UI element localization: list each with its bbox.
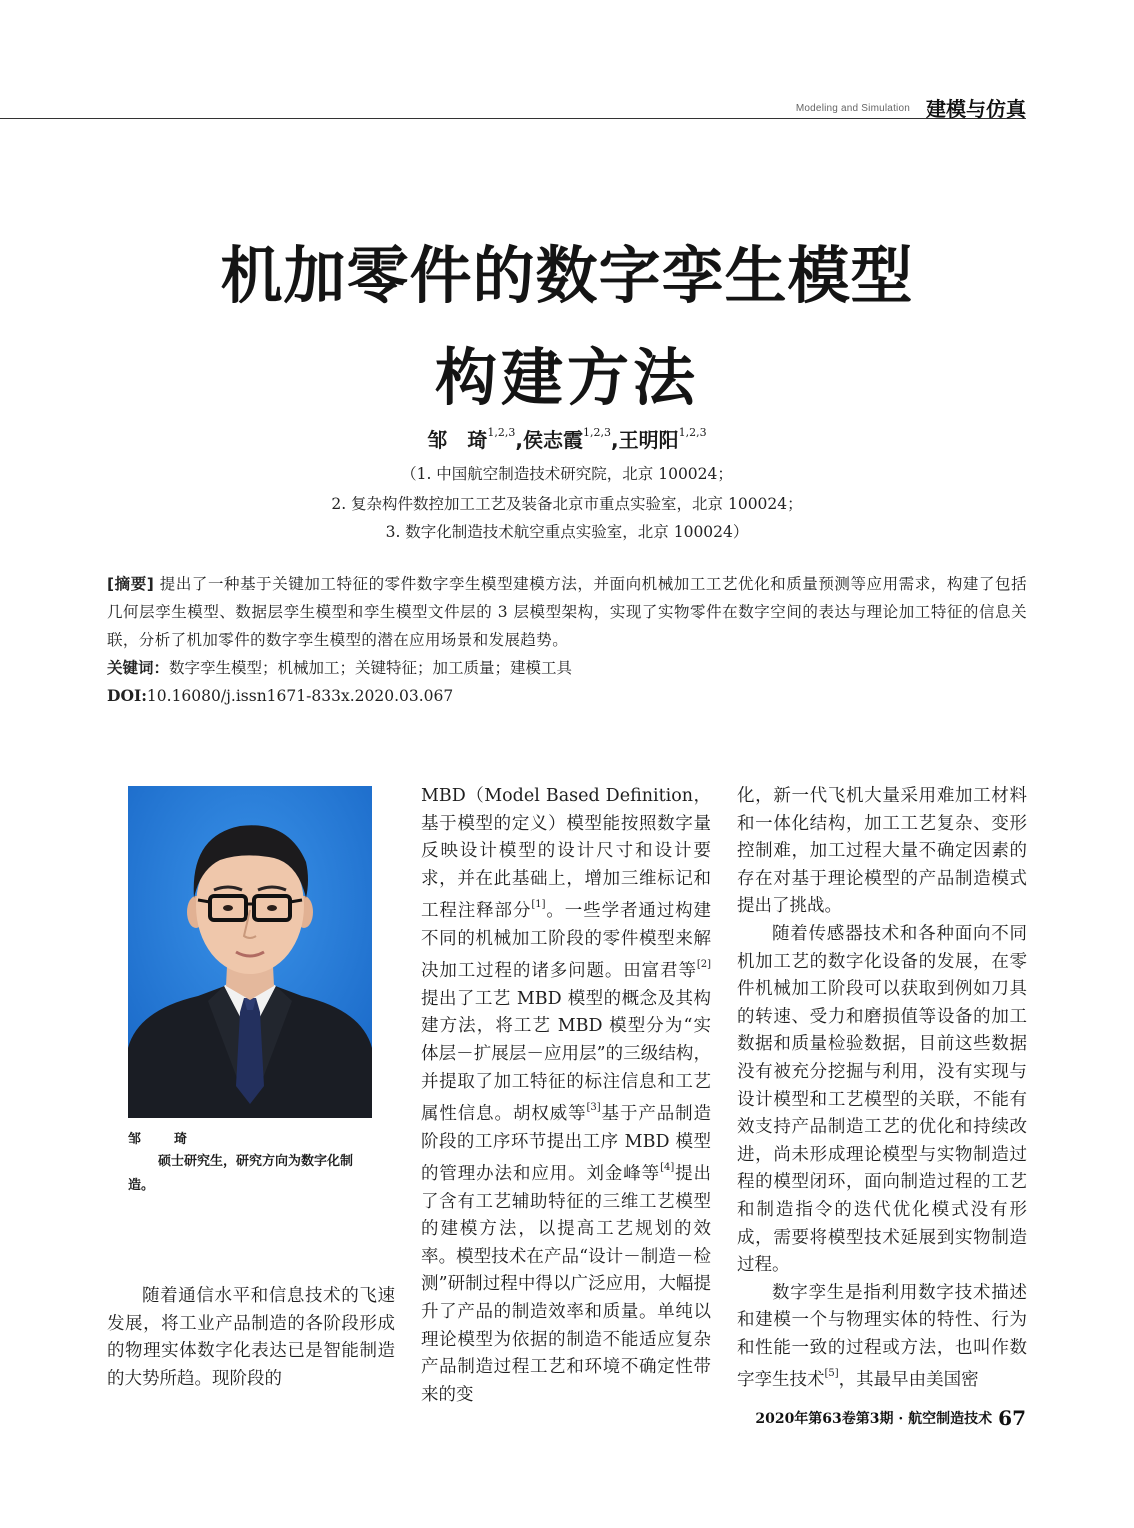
- body-paragraph: [421, 783, 711, 1409]
- author-affil-sup: 1,2,3: [678, 426, 707, 440]
- body-text: MBD（Model Based Definition，基于模型的定义）模型能按照数字量反映设计模型的设计尺寸和设计要求，并在此基础上，增加三维标记和工程注释部分: [421, 786, 711, 922]
- body-paragraph: 化，新一代飞机大量采用难加工材料和一体化结构，加工工艺复杂、变形控制难，加工过程大量不确定因素的存在对基于理论模型的产品制造模式提出了挑战。: [737, 786, 1027, 917]
- body-text: 提出了含有工艺辅助特征的三维工艺模型的建模方法，以提高工艺规划的效率。模型技术在产品“设计－制造－检测”研制过程中得以广泛应用，大幅提升了产品的制造效率和质量。单纯以理论模型为依据的制造不能适应复杂产品制造过程工艺和环境不确定性带来的变: [421, 1164, 712, 1405]
- body-paragraph: [737, 1280, 1027, 1395]
- keywords-label: 关键词：: [107, 659, 170, 677]
- author-name: 侯志霞: [523, 428, 583, 452]
- citation-ref: [5]: [824, 1368, 839, 1380]
- abstract-text: 提出了一种基于关键加工特征的零件数字孪生模型建模方法，并面向机械加工工艺优化和质量预测等应用需求，构建了包括几何层孪生模型、数据层孪生模型和孪生模型文件层的 3 层模型架构，实现了实物零件在数字空间的表达与理论加工特征的信息关联，分析了机加零件的数字孪生模型的潜在应用场景和发展趋势。: [107, 575, 1027, 649]
- body-text: 提出了工艺 MBD 模型的概念及其构建方法，将工艺 MBD 模型分为“实体层－扩展层－应用层”的三级结构，并提取了加工特征的标注信息和工艺属性信息。胡权威等: [421, 988, 711, 1125]
- citation-ref: [1]: [531, 899, 546, 911]
- affiliation-2: 2. 复杂构件数控加工工艺及装备北京市重点实验室，北京 100024；: [331, 495, 803, 513]
- author-affil-sup: 1,2,3: [583, 426, 611, 440]
- citation-ref: [2]: [696, 959, 711, 971]
- abstract: [107, 570, 1027, 654]
- doi-text: 10.16080/j.issn1671-833x.2020.03.067: [146, 687, 454, 705]
- body-column-1: [107, 1283, 395, 1393]
- page-number: 67: [998, 1406, 1026, 1430]
- article-title-line1: 机加零件的数字孪生模型: [220, 239, 914, 312]
- keywords: [107, 656, 1027, 678]
- author-separator: ,: [611, 428, 619, 452]
- body-text: 。一些学者通过构建不同的机械加工阶段的零件模型来解决加工过程的诸多问题。田富君等: [421, 901, 712, 982]
- author-separator: ,: [515, 428, 523, 452]
- article-title-line2: 构建方法: [434, 341, 699, 414]
- section-label-en: Modeling and Simulation: [795, 103, 910, 114]
- journal-footer: [755, 1406, 1026, 1430]
- body-text: ，其最早由美国密: [838, 1370, 979, 1391]
- body-column-2: [421, 783, 711, 1409]
- author-photo: [128, 786, 372, 1118]
- affiliation-3: 3. 数字化制造技术航空重点实验室，北京 100024）: [385, 523, 749, 541]
- author-affil-sup: 1,2,3: [487, 426, 516, 440]
- body-column-3: [737, 783, 1027, 1395]
- photo-caption-desc: 硕士研究生，研究方向为数字化制造。: [128, 1154, 354, 1193]
- doi: [107, 686, 453, 705]
- journal-issue: 2020年第63卷第3期 · 航空制造技术: [755, 1411, 993, 1427]
- author-name: 王明阳: [618, 428, 679, 452]
- body-text: 基于产品制造阶段的工序环节提出工序 MBD 模型的管理办法和应用。刘金峰等: [421, 1104, 712, 1185]
- keywords-text: 数字孪生模型；机械加工；关键特征；加工质量；建模工具: [169, 659, 573, 677]
- body-text: 数字孪生是指利用数字技术描述和建模一个与物理实体的特性、行为和性能一致的过程或方法，也叫作数字孪生技术: [737, 1282, 1027, 1391]
- header-rule: [0, 118, 1026, 119]
- author-list: [0, 424, 1134, 453]
- abstract-label: [摘要]: [107, 575, 155, 593]
- affiliation-1: （1. 中国航空制造技术研究院，北京 100024；: [401, 465, 733, 483]
- citation-ref: [4]: [660, 1162, 675, 1174]
- citation-ref: [3]: [586, 1102, 601, 1114]
- photo-caption-name: 邹 琦: [128, 1132, 198, 1147]
- body-paragraph: 随着传感器技术和各种面向不同机加工艺的数字化设备的发展，在零件机械加工阶段可以获取到例如刀具的转速、受力和磨损值等设备的加工数据和质量检验数据，目前这些数据没有被充分挖掘与利用，没有实现与设计模型和工艺模型的关联，不能有效支持产品制造工艺的优化和持续改进，尚未形成理论模型与实物制造过程的模型闭环，面向制造过程的工艺和制造指令的迭代优化模式没有形成，需要将模型技术延展到实物制造过程。: [737, 923, 1027, 1276]
- section-label-cn: 建模与仿真: [926, 97, 1026, 121]
- author-name: 邹 琦: [427, 428, 488, 452]
- doi-label: DOI:: [107, 686, 147, 705]
- body-paragraph: 随着通信水平和信息技术的飞速发展，将工业产品制造的各阶段形成的物理实体数字化表达已是智能制造的大势所趋。现阶段的: [107, 1286, 395, 1389]
